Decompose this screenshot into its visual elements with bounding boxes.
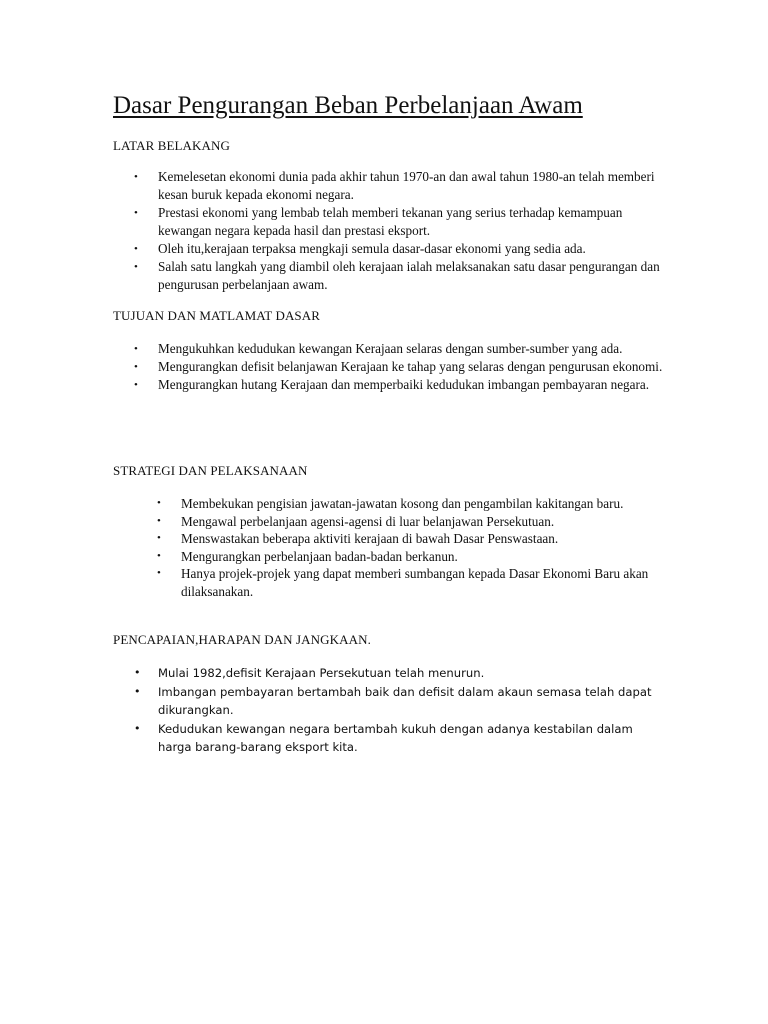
list-item-text: Kemelesetan ekonomi dunia pada akhir tahun 1970-an dan awal tahun 1980-an telah memberi kesan buruk kepada ekonomi negara. xyxy=(158,169,655,202)
section-list-latar-belakang xyxy=(134,168,678,294)
bullet-icon: • xyxy=(134,171,138,183)
list-item-text: Mengurangkan perbelanjaan badan-badan berkanun. xyxy=(181,548,458,564)
list-item xyxy=(134,340,678,358)
list-item-text: Imbangan pembayaran bertambah baik dan defisit dalam akaun semasa telah dapat dikurangkan. xyxy=(158,684,652,717)
list-item-text: Salah satu langkah yang diambil oleh kerajaan ialah melaksanakan satu dasar pengurangan dan pengurusan perbelanjaan awam. xyxy=(158,259,660,292)
list-item-text: Membekukan pengisian jawatan-jawatan kosong dan pengambilan kakitangan baru. xyxy=(181,496,624,511)
section-heading-pencapaian: PENCAPAIAN,HARAPAN DAN JANGKAAN. xyxy=(113,632,371,647)
list-item xyxy=(157,495,661,513)
bullet-icon: • xyxy=(134,343,138,355)
list-item xyxy=(134,683,658,720)
bullet-icon: • xyxy=(134,243,138,255)
list-item xyxy=(157,548,661,566)
bullet-icon: • xyxy=(157,532,161,544)
section-list-tujuan-dan-matlamat xyxy=(134,340,678,394)
section-heading-tujuan-dan-matlamat: TUJUAN DAN MATLAMAT DASAR xyxy=(113,308,321,323)
list-item-text: Mengurangkan defisit belanjawan Kerajaan ke tahap yang selaras dengan pengurusan ekonomi. xyxy=(158,359,663,374)
list-item-text: Mengawal perbelanjaan agensi-agensi di luar belanjawan Persekutuan. xyxy=(181,513,555,529)
bullet-icon: • xyxy=(134,261,138,273)
list-item xyxy=(157,565,661,600)
section-list-strategi-dan-pelaksanaan xyxy=(157,495,661,600)
section-heading-strategi-dan-pelaksanaan: STRATEGI DAN PELAKSANAAN xyxy=(113,463,308,478)
bullet-icon: • xyxy=(134,666,141,679)
list-item-text: Prestasi ekonomi yang lembab telah memberi tekanan yang serius terhadap kemampuan kewangan negara kepada hasil dan prestasi eksport. xyxy=(158,205,623,238)
list-item xyxy=(157,513,661,531)
bullet-icon: • xyxy=(157,514,161,527)
section-heading-latar-belakang: LATAR BELAKANG xyxy=(113,138,230,153)
list-item-text: Menswastakan beberapa aktiviti kerajaan di bawah Dasar Penswastaan. xyxy=(181,531,559,546)
list-item-text: Oleh itu,kerajaan terpaksa mengkaji semula dasar-dasar ekonomi yang sedia ada. xyxy=(158,241,586,256)
list-item-text: Mulai 1982,defisit Kerajaan Persekutuan telah menurun. xyxy=(158,666,485,680)
bullet-icon: • xyxy=(157,497,161,509)
bullet-icon: • xyxy=(134,721,141,735)
list-item xyxy=(134,720,658,757)
bullet-icon: • xyxy=(157,567,161,579)
list-item-text: Hanya projek-projek yang dapat memberi sumbangan kepada Dasar Ekonomi Baru akan dilaksanakan. xyxy=(181,566,649,599)
bullet-icon: • xyxy=(134,379,138,391)
bullet-icon: • xyxy=(157,549,161,562)
list-item xyxy=(134,664,658,683)
list-item xyxy=(134,204,678,240)
list-item xyxy=(134,358,678,376)
document-title: Dasar Pengurangan Beban Perbelanjaan Awam xyxy=(113,92,583,119)
list-item xyxy=(157,530,661,548)
list-item xyxy=(134,376,678,394)
list-item-text: Kedudukan kewangan negara bertambah kukuh dengan adanya kestabilan dalam harga barang-barang eksport kita. xyxy=(158,721,633,754)
bullet-icon: • xyxy=(134,361,138,373)
list-item xyxy=(134,258,678,294)
list-item xyxy=(134,240,678,258)
section-list-pencapaian xyxy=(134,664,658,757)
bullet-icon: • xyxy=(134,684,141,698)
list-item-text: Mengurangkan hutang Kerajaan dan memperbaiki kedudukan imbangan pembayaran negara. xyxy=(158,377,650,392)
list-item xyxy=(134,168,678,204)
bullet-icon: • xyxy=(134,207,138,219)
list-item-text: Mengukuhkan kedudukan kewangan Kerajaan selaras dengan sumber-sumber yang ada. xyxy=(158,341,623,356)
